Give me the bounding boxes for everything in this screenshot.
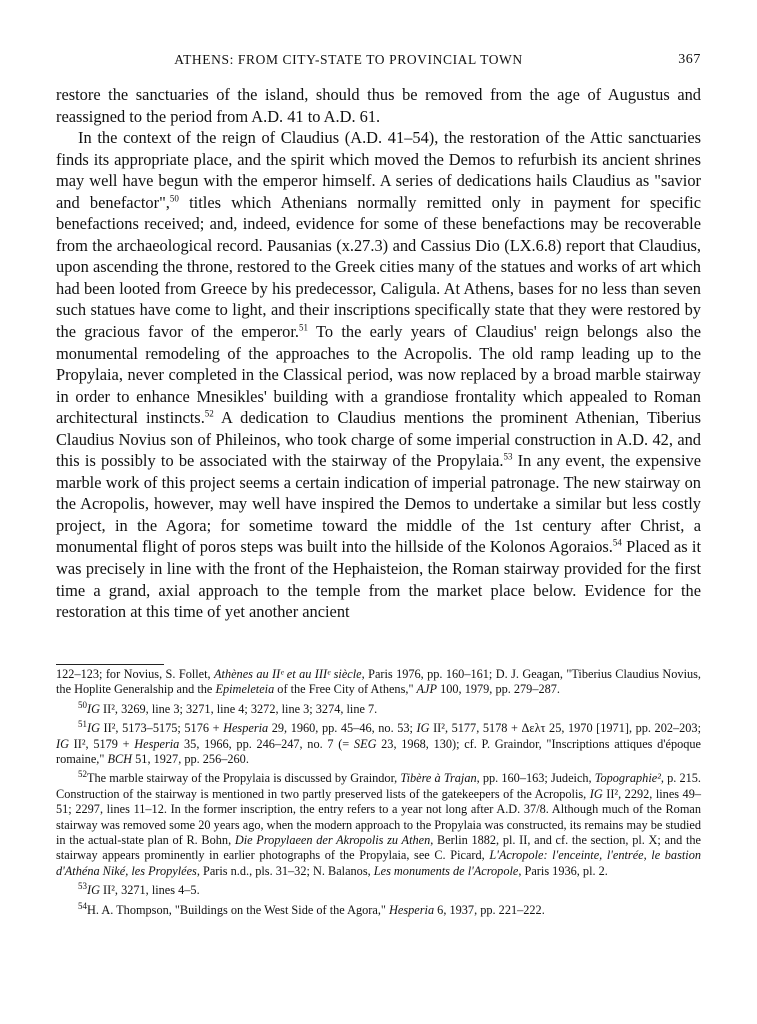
- footnote-ref-53[interactable]: 53: [503, 451, 513, 462]
- footnote-51: $^{51}$IG II², 5173–5175; 5176 + Hesperia 29, 1960, pp. 45–46, no. 53; IG II², 5177, 5178 + Δελτ 25, 1970 [1971], pp. 202–203; IG II², 5179 + Hesperia 35, 1966, pp. 246–247, no. 7 (= SEG 23, 1968, 130); cf. P. Graindor, "Inscriptions attiques d'époque romaine," BCH 51, 1927, pp. 256–260.: [56, 719, 702, 767]
- page-number: 367: [678, 52, 701, 67]
- footnote-53: $^{53}$IG II², 3271, lines 4–5.: [78, 881, 200, 898]
- footnote-ref-54[interactable]: 54: [612, 538, 622, 549]
- footnote-50: $^{50}$IG II², 3269, line 3; 3271, line 4; 3272, line 3; 3274, line 7.: [78, 699, 378, 716]
- footnote-continued: 122–123; for Novius, S. Follet, Athènes au IIᵉ et au IIIᵉ siècle, Paris 1976, pp. 160–161; D. J. Geagan, "Tiberius Claudius Novius, the Hoplite Generalship and the Epimeleteia of the Free City of Athens," AJP 100, 1979, pp. 279–287.: [56, 667, 701, 697]
- footnote-ref-52[interactable]: 52: [204, 408, 214, 419]
- paragraph-continued: restore the sanctuaries of the island, should thus be removed from the age of Augustus and reassigned to the period from A.D. 41 to A.D. 61.: [56, 85, 701, 126]
- footnote-ref-51[interactable]: 51: [299, 322, 309, 333]
- footnote-52: $^{52}$The marble stairway of the Propylaia is discussed by Graindor, Tibère à Trajan, pp. 160–163; Judeich, Topographie², p. 215. Construction of the stairway is mentioned in two partly preserved lists of the gatekeepers of the Acropolis, IG II², 2292, lines 49–51; 2297, lines 11–12. In the former inscription, the entry refers to a year not long after A.D. 37/8. Although much of the Roman stairway was removed some 20 years ago, when the modern approach to the Propylaia was constructed, its remains may be studied in the actual-state plan of R. Bohn, Die Propylaeen der Akropolis zu Athen, Berlin 1882, pl. II, and cf. the section, pl. X; and the stairway appears prominently in earlier photographs of the Propylaia, see C. Picard, L'Acropole: l'enceinte, l'entrée, le bastion d'Athéna Niké, les Propylées, Paris n.d., pls. 31–32; N. Balanos, Les monuments de l'Acropole, Paris 1936, pl. 2.: [56, 769, 702, 878]
- footnote-54: $^{54}$H. A. Thompson, "Buildings on the West Side of the Agora," Hesperia 6, 1937, pp. 221–222.: [78, 900, 545, 917]
- footnotes: [56, 667, 701, 922]
- paragraph-claudius: In the context of the reign of Claudius (A.D. 41–54), the restoration of the Attic sanctuaries finds its appropriate place, and the spirit which moved the Demos to refurbish its ancient shrines may well have begun with the emperor himself. A series of dedications hails Claudius as "savior and benefactor",$^{50}$ titles which Athenians normally remitted only in payment for specific benefactions received; and, indeed, evidence for some of these benefactions may be recoverable from the archaeological record. Pausanias (x.27.3) and Cassius Dio (LX.6.8) report that Claudius, upon ascending the throne, restored to the Greek cities many of the statues and works of art which had been looted from Greece by his predecessor, Caligula. At Athens, bases for no less than seven such statues have come to light, and their inscriptions specifically state that they were restored by the gracious favor of the emperor.$^{51}$ To the early years of Claudius' reign belongs also the monumental remodeling of the approaches to the Acropolis. The old ramp leading up to the Propylaia, never completed in the Classical period, was now replaced by a broad marble stairway in order to enhance Mnesikles' building with a grandiose frontality which appealed to Roman architectural instincts.$^{52}$ A dedication to Claudius mentions the prominent Athenian, Tiberius Claudius Novius son of Phileinos, who took charge of some imperial construction in A.D. 42, and this is possibly to be associated with the stairway of the Propylaia.$^{53}$ In any event, the expensive marble work of this project seems a certain indication of imperial patronage. The new stairway on the Acropolis, however, may well have inspired the Demos to undertake a similar but less costly project, in the Agora; for sometime toward the middle of the 1st century after Christ, a monumental flight of poros steps was built into the hillside of the Kolonos Agoraios.$^{54}$ Placed as it was precisely in line with the front of the Hephaisteion, the Roman stairway provided for the first time a grand, axial approach to the temple from the market place below. Evidence for the restoration at this time of yet another ancient: [56, 128, 702, 622]
- running-title: ATHENS: FROM CITY-STATE TO PROVINCIAL TOWN: [174, 52, 523, 67]
- footnote-ref-50[interactable]: 50: [169, 193, 179, 204]
- footnote-divider: [56, 664, 164, 665]
- running-header: [56, 52, 701, 72]
- main-text: [56, 84, 701, 623]
